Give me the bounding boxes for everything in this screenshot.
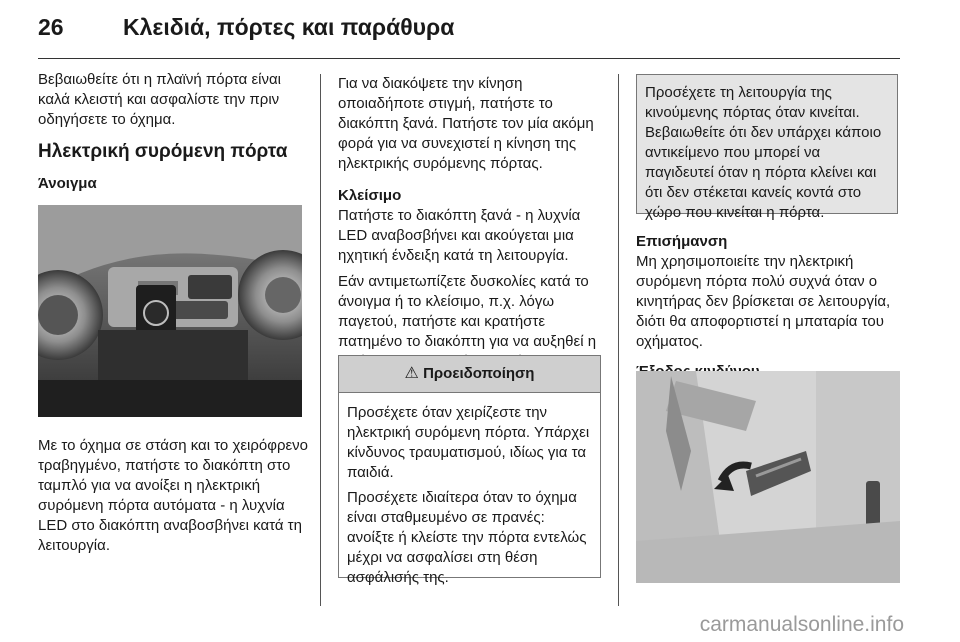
watermark: carmanualsonline.info (699, 613, 904, 636)
page-title: Κλειδιά, πόρτες και παράθυρα (123, 14, 455, 40)
opening-subheading: Άνοιγμα (38, 175, 97, 192)
warning-triangle-icon: ⚠ (404, 365, 419, 382)
notice-paragraph: Μη χρησιμοποιείτε την ηλεκτρική συρόμενη πόρτα πολύ συχνά όταν ο κινητήρας δεν βρίσκεται σε λειτουργία, διότι θα αποφορτιστεί η μπαταρία του οχήματος. (636, 253, 891, 350)
door-mechanism-illustration (636, 371, 900, 583)
dashboard-illustration (38, 205, 302, 417)
warning-text-1: Προσέχετε όταν χειρίζεστε την ηλεκτρική συρόμενη πόρτα. Υπάρχει κίνδυνος τραυματισμού, ιδίως για τα παιδιά. (347, 404, 590, 481)
warning-body (339, 393, 600, 603)
closing-paragraph: Πατήστε το διακόπτη ξανά - η λυχνία LED αναβοσβήνει και ακούγεται μια ηχητική ένδειξη κατά τη λειτουργία. (338, 207, 581, 264)
warning-text-2: Προσέχετε ιδιαίτερα όταν το όχημα είναι σταθμευμένο σε πρανές: ανοίξτε ή κλείστε την πόρτα εντελώς μέχρι να ασφαλίσει στη θέση ασφάλισής της. (347, 489, 587, 586)
column-1-lower (38, 436, 308, 562)
warning-title: Προειδοποίηση (423, 365, 535, 382)
warning-box (338, 355, 601, 586)
opening-paragraph: Με το όχημα σε στάση και το χειρόφρενο τραβηγμένο, πατήστε το διακόπτη στο ταμπλό για να ανοίξει η ηλεκτρική συρόμενη πόρτα αυτόματα - η λυχνία LED στο διακόπτη αναβοσβήνει κατά τη λειτουργία. (38, 437, 308, 554)
intro-paragraph: Βεβαιωθείτε ότι η πλαϊνή πόρτα είναι καλά κλειστή και ασφαλίστε την πριν οδηγήσετε το όχημα. (38, 71, 281, 128)
stop-paragraph: Για να διακόψετε την κίνηση οποιαδήποτε στιγμή, πατήστε το διακόπτη ξανά. Πατήστε τον μία ακόμη φορά για να συνεχιστεί η κίνηση της ηλεκτρικής συρόμενης πόρτας. (338, 75, 594, 172)
column-divider-1 (320, 74, 321, 606)
difficulty-paragraph: Εάν αντιμετωπίζετε δυσκολίες κατά το άνοιγμα ή το κλείσιμο, π.χ. λόγω παγετού, πατήστε και κρατήστε πατημένο το διακόπτη για να αυξηθεί η (338, 273, 597, 350)
column-divider-2 (618, 74, 619, 606)
emergency-release-photo (636, 371, 900, 583)
danger-text: Προσέχετε τη λειτουργία της κινούμενης πόρτας όταν κινείται. Βεβαιωθείτε ότι δεν υπάρχει κάποιο αντικείμενο που μπορεί να παγιδευτεί όταν η πόρτα κλείνει και ότι δεν στέκεται κανείς κοντά στο χώρο που κινείται η πόρτα. (645, 84, 882, 221)
page-number: 26 (38, 14, 64, 40)
column-3 (636, 232, 900, 382)
danger-box (636, 74, 898, 221)
dashboard-switch-photo (38, 205, 302, 417)
closing-subheading: Κλείσιμο (338, 187, 402, 204)
column-1 (38, 70, 308, 194)
header-rule (38, 58, 900, 59)
section-heading: Ηλεκτρική συρόμενη πόρτα (38, 141, 288, 162)
warning-header (339, 356, 600, 393)
notice-heading: Επισήμανση (636, 233, 728, 250)
column-2 (338, 74, 600, 378)
